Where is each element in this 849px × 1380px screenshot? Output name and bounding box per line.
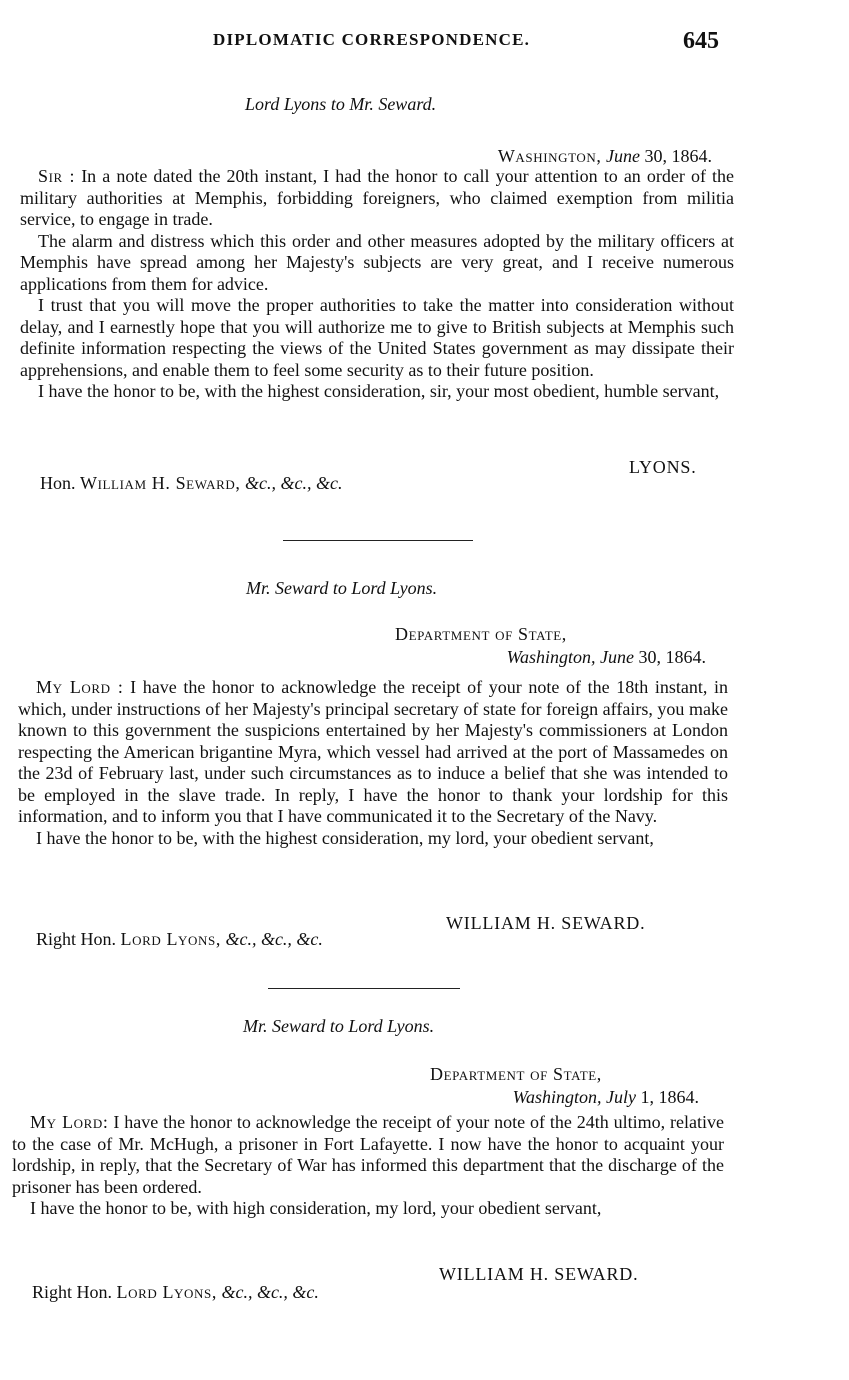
address-name: Lord Lyons, [120, 929, 221, 949]
dateline-place: Washington, [497, 146, 602, 166]
letter-1-address [40, 473, 343, 494]
dateline-year: 30, 1864. [638, 647, 706, 667]
letter-2-heading: Mr. Seward to Lord Lyons. [246, 578, 438, 598]
letter-3-paragraph [12, 1112, 724, 1198]
page-number: 645 [683, 28, 719, 54]
dateline-office: Department of State, [395, 624, 567, 644]
paragraph-text: I have the honor to acknowledge the receipt of your note of the 24th ultimo, relative to the case of Mr. McHugh, a prisoner in Fort Lafayette. I now have the honor to acquaint your lordship, in reply, that the Secretary of War has informed this department that the discharge of the prisoner has been ordered. [12, 1112, 725, 1197]
letter-2-paragraph [18, 677, 728, 828]
salutation: My Lord: [30, 1112, 109, 1132]
letter-3-signature: WILLIAM H. SEWARD. [439, 1264, 639, 1284]
dateline-place: Washington, June [506, 647, 634, 667]
paragraph-text: In a note dated the 20th instant, I had the honor to call your attention to an order of the military authorities at Memphis, forbidding foreigners, who claimed exemption from militia service, to engage in trade. [20, 166, 735, 229]
letter-2-signature: WILLIAM H. SEWARD. [446, 913, 646, 933]
dateline-year: 1, 1864. [640, 1087, 699, 1107]
section-divider [283, 540, 473, 541]
letter-1-paragraph [20, 166, 734, 231]
dateline-office: Department of State, [430, 1064, 602, 1084]
letter-2-address [36, 929, 323, 950]
letter-1-paragraph: The alarm and distress which this order and other measures adopted by the military officers at Memphis have spread among her Majesty's subjects are very great, and I receive numerous applications from them for advice. [20, 230, 734, 294]
address-prefix: Right Hon. [36, 929, 117, 949]
address-suffix: &c., &c., &c. [225, 929, 323, 949]
letter-3-body [12, 1112, 724, 1220]
letter-2-body [18, 677, 728, 849]
letter-3-dateline-office [430, 1064, 602, 1085]
address-suffix: &c., &c., &c. [245, 473, 343, 493]
letter-1-dateline [498, 146, 712, 167]
letter-3-dateline-date [513, 1087, 699, 1108]
letter-1-paragraph: I trust that you will move the proper authorities to take the matter into consideration without delay, and I earnestly hope that you will authorize me to give to British subjects at Memphis such definite information respecting the views of the United States government as may dissipate their apprehensions, and enable them to feel some security as to their future position. [20, 295, 734, 380]
salutation: Sir : [38, 166, 76, 186]
letter-1-body [20, 166, 734, 403]
letter-2-dateline-date [507, 647, 706, 668]
letter-1-paragraph: I have the honor to be, with the highest consideration, sir, your most obedient, humble servant, [38, 381, 720, 401]
letter-3-heading: Mr. Seward to Lord Lyons. [243, 1016, 435, 1036]
address-suffix: &c., &c., &c. [221, 1282, 319, 1302]
address-prefix: Hon. [40, 473, 76, 493]
letter-3-address [32, 1282, 319, 1303]
letter-1-heading: Lord Lyons to Mr. Seward. [245, 94, 437, 114]
letter-3-paragraph: I have the honor to be, with high consideration, my lord, your obedient servant, [30, 1198, 602, 1218]
letter-2-dateline-office [395, 624, 567, 645]
address-prefix: Right Hon. [32, 1282, 113, 1302]
letter-1-signature: LYONS. [629, 457, 697, 477]
dateline-place: Washington, July [512, 1087, 636, 1107]
letter-2-paragraph: I have the honor to be, with the highest consideration, my lord, your obedient servant, [36, 827, 654, 848]
salutation: My Lord : [36, 677, 124, 697]
paragraph-text: I have the honor to acknowledge the receipt of your note of the 18th instant, in which, under instructions of her Majesty's principal secretary of state for foreign affairs, you make known to this government the suspicions entertained by her Majesty's commissioners at London respecting the American brigantine Myra, which vessel had arrived at the port of Massamedes on the 23d of February last, under such circumstances as to induce a belief that she was intended to be employed in the slave trade. In reply, I have the honor to thank your lordship for this information, and to inform you that I have communicated it to the Secretary of the Navy. [18, 677, 728, 826]
section-divider [268, 988, 460, 989]
dateline-month: June [606, 146, 640, 166]
address-name: Lord Lyons, [116, 1282, 217, 1302]
dateline-year: 30, 1864. [644, 146, 712, 166]
address-name: William H. Seward, [80, 473, 241, 493]
running-title: DIPLOMATIC CORRESPONDENCE. [213, 30, 531, 49]
